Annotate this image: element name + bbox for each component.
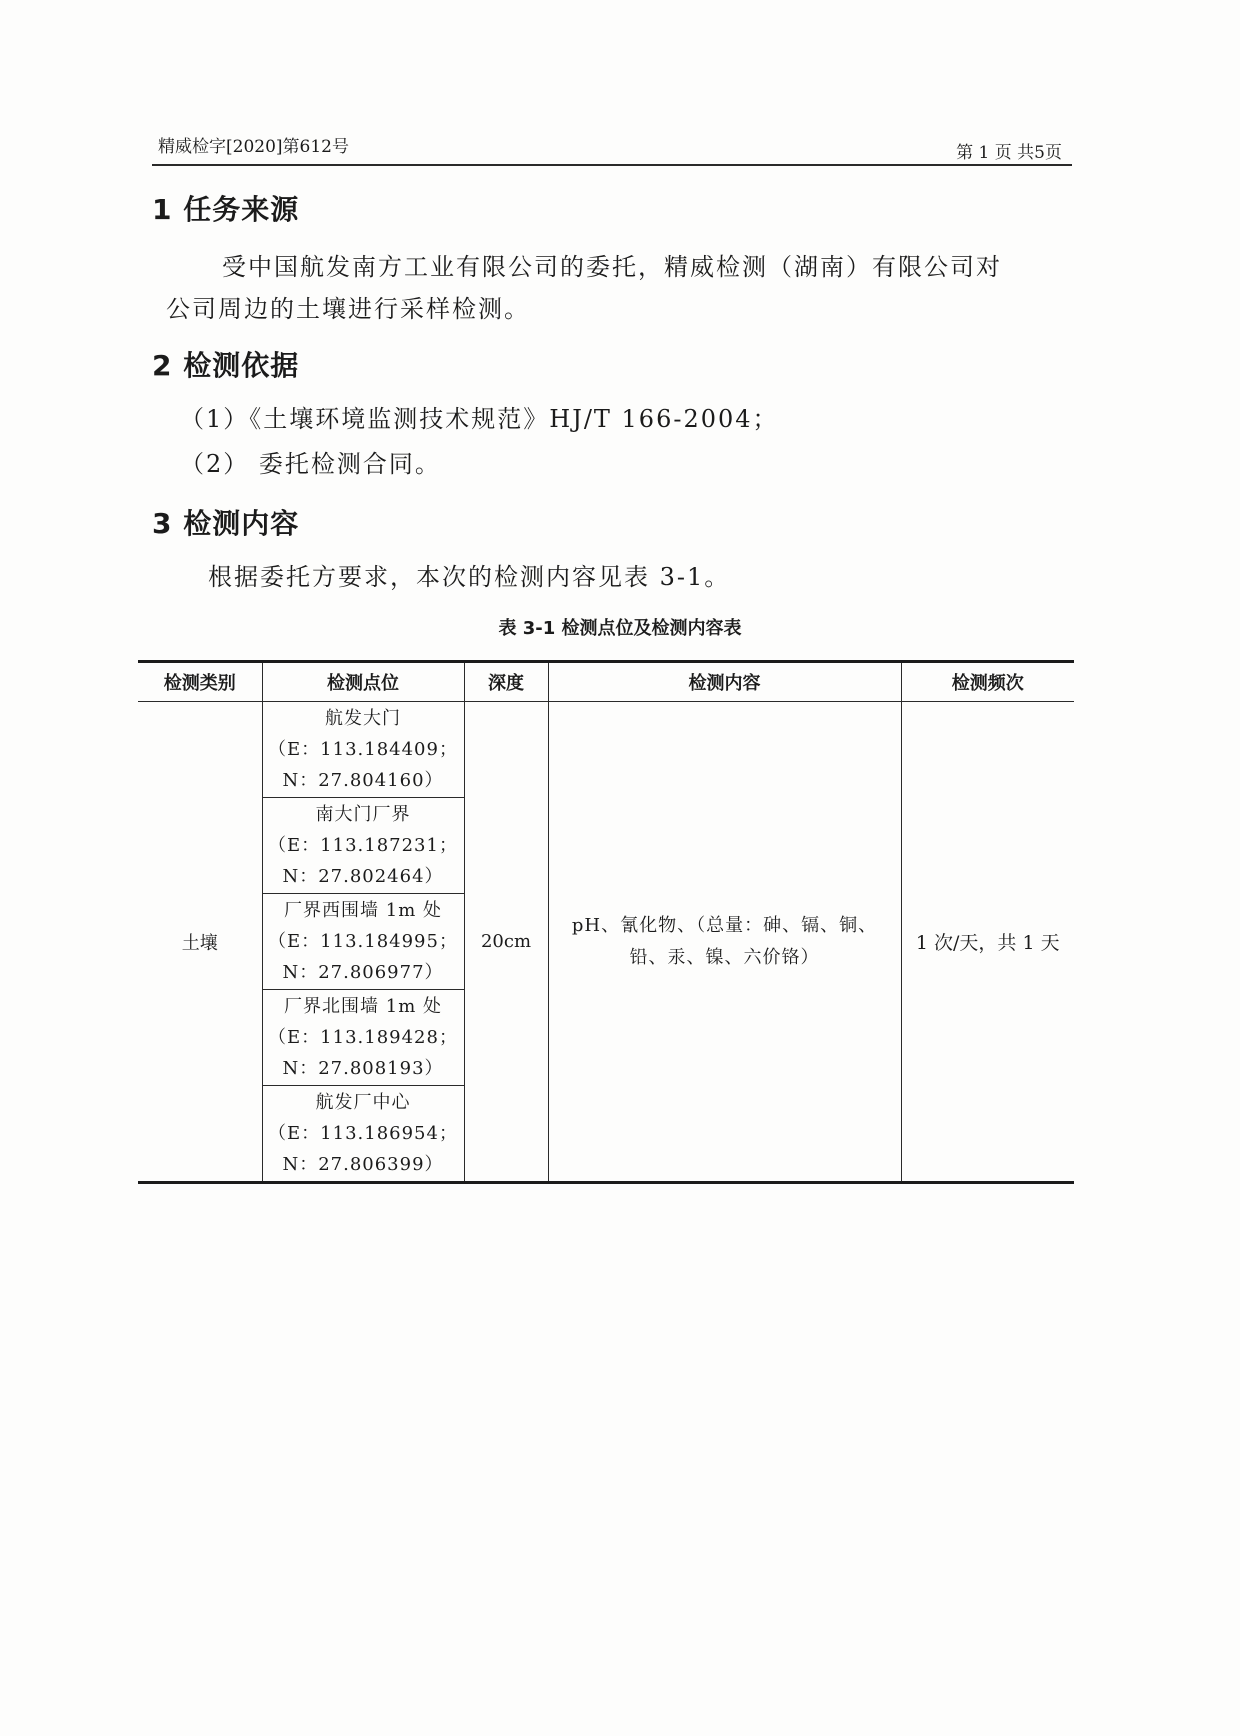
header-frequency: 检测频次 <box>901 662 1074 702</box>
header-point: 检测点位 <box>262 662 464 702</box>
basis-item-1: （1）《土壤环境监测技术规范》HJ/T 166-2004； <box>180 405 779 433</box>
header-content: 检测内容 <box>548 662 901 702</box>
point-cell <box>262 702 464 798</box>
section-1-title: 1 任务来源 <box>152 193 300 226</box>
point-cell <box>262 798 464 894</box>
point-name: 厂界北围墙 1m 处 <box>284 996 442 1017</box>
table-header-row <box>138 662 1074 702</box>
point-name: 航发大门 <box>325 708 401 729</box>
category-cell: 土壤 <box>138 702 262 1183</box>
point-longitude: （E：113.184995； <box>268 931 458 952</box>
header-depth: 深度 <box>464 662 548 702</box>
detection-table <box>138 660 1074 1184</box>
section-1-para-line2: 公司周边的土壤进行采样检测。 <box>166 295 530 323</box>
content-line-2: 铅、汞、镍、六价铬） <box>629 946 820 968</box>
point-longitude: （E：113.186954； <box>268 1123 458 1144</box>
table-caption: 表 3-1 检测点位及检测内容表 <box>498 618 742 639</box>
point-cell <box>262 894 464 990</box>
page-header <box>152 130 1072 166</box>
point-longitude: （E：113.187231； <box>268 835 458 856</box>
point-name: 厂界西围墙 1m 处 <box>284 900 442 921</box>
content-line-1: pH、氰化物、（总量：砷、镉、铜、 <box>571 914 878 936</box>
point-latitude: N：27.804160） <box>282 770 444 791</box>
section-3-title: 3 检测内容 <box>152 507 300 540</box>
point-latitude: N：27.802464） <box>282 866 444 887</box>
section-3-para: 根据委托方要求，本次的检测内容见表 3-1。 <box>208 563 731 591</box>
depth-cell: 20cm <box>464 702 548 1183</box>
header-category: 检测类别 <box>138 662 262 702</box>
doc-number: 精威检字[2020]第612号 <box>158 137 349 157</box>
point-name: 航发厂中心 <box>315 1092 411 1113</box>
point-cell <box>262 1086 464 1183</box>
point-latitude: N：27.806399） <box>282 1154 444 1175</box>
content-cell <box>548 702 901 1183</box>
section-1-para-line1: 受中国航发南方工业有限公司的委托，精威检测（湖南）有限公司对 <box>222 253 1002 281</box>
point-latitude: N：27.808193） <box>282 1058 444 1079</box>
point-longitude: （E：113.184409； <box>268 739 458 760</box>
point-latitude: N：27.806977） <box>282 962 444 983</box>
point-cell <box>262 990 464 1086</box>
table-row <box>138 702 1074 798</box>
page-info: 第 1 页 共5页 <box>956 143 1062 163</box>
point-name: 南大门厂界 <box>315 804 411 825</box>
section-2-title: 2 检测依据 <box>152 349 300 382</box>
basis-item-2: （2） 委托检测合同。 <box>180 450 441 478</box>
frequency-cell: 1 次/天，共 1 天 <box>901 702 1074 1183</box>
point-longitude: （E：113.189428； <box>268 1027 458 1048</box>
